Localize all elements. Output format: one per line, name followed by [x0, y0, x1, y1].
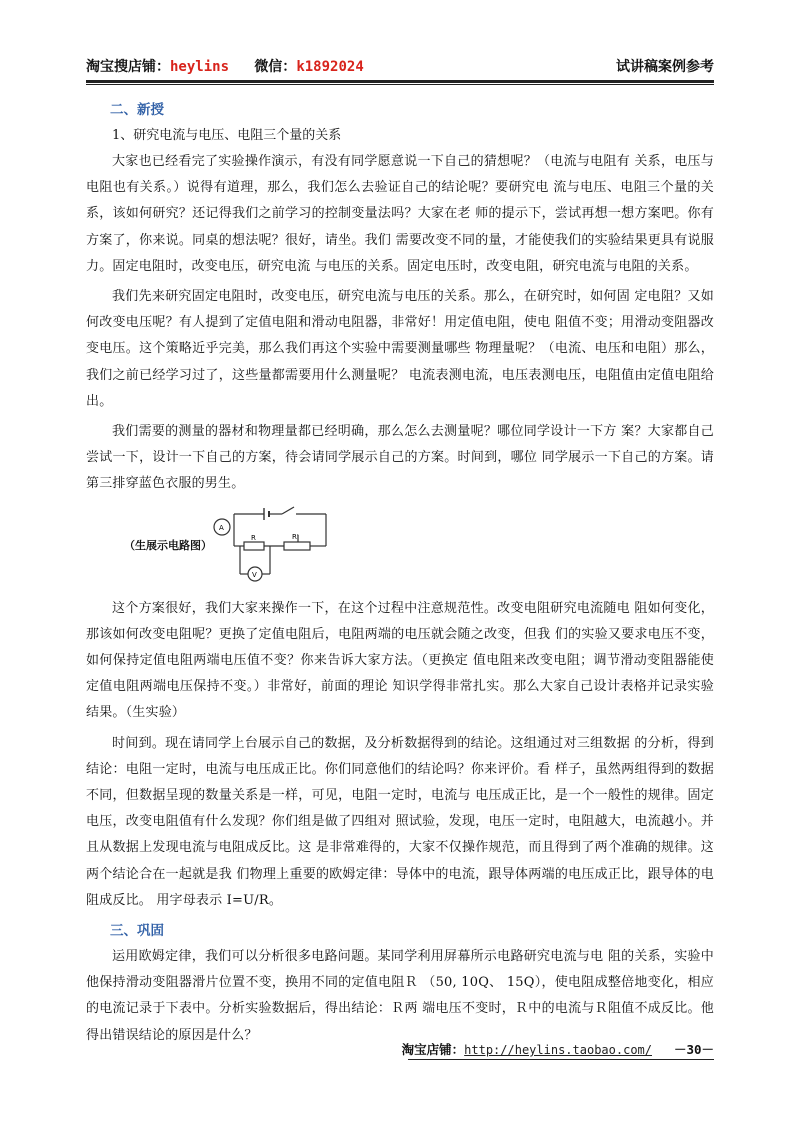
header-wechat-label: 微信： — [254, 59, 297, 75]
paragraph: 运用欧姆定律，我们可以分析很多电路问题。某同学利用屏幕所示电路研究电流与电 阻的关系，实验中他保持滑动变阻器滑片位置不变，换用不同的定值电阻Ｒ （50, 10Q、 15Q），使电阻成整倍地变化，相应的电流记录于下表中。分析实验数据后，得出结论：Ｒ两 端电压不变时，Ｒ中的电流与Ｒ阻值不成反比。他得出错误结论的原因是什么？ — [86, 949, 714, 1043]
footer-shop-link[interactable]: http://heylins.taobao.com/ — [464, 1043, 652, 1057]
paragraph: 我们先来研究固定电阻时，改变电压，研究电流与电压的关系。那么，在研究时，如何固 定电阻？又如何改变电压呢？有人提到了定值电阻和滑动电阻器，非常好！用定值电阻，使电 阻值不变；用滑动变阻器改变电压。这个策略近乎完美，那么我们再这个实验中需要测量哪些 物理量呢？（电流、电压和电阻）那么，我们之前已经学习过了，这些量都需要用什么测量呢？ 电流表测电流，电压表测电压，电阻值由定值电阻给出。 — [86, 289, 714, 409]
page-footer — [86, 1040, 714, 1064]
voltmeter-label: V — [252, 570, 257, 579]
paragraph: 我们需要的测量的器材和物理量都已经明确，那么怎么去测量呢？哪位同学设计一下方 案？大家都自己尝试一下，设计一下自己的方案，待会请同学展示自己的方案。时间到，哪位 同学展示一下自己的方案。请第三排穿蓝色衣服的男生。 — [86, 424, 714, 492]
header-title: 试讲稿案例参考 — [616, 59, 714, 75]
footer-shop — [402, 1040, 652, 1058]
page-number: －30－ — [673, 1042, 714, 1057]
footer-shop-label: 淘宝店铺： — [401, 1042, 465, 1057]
paragraph: 这个方案很好，我们大家来操作一下，在这个过程中注意规范性。改变电阻研究电流随电 阻如何变化，那该如何改变电阻呢？更换了定值电阻后，电阻两端的电压就会随之改变，但我 们的实验又要求电压不变，如何保持定值电阻两端电压值不变？你来告诉大家方法。（更换定 值电阻来改变电阻；调节滑动变阻器能使定值电阻两端电压保持不变。）非常好，前面的理论 知识学得非常扎实。那么大家自己设计表格并记录实验结果。（生实验） — [86, 600, 714, 721]
paragraph: 大家也已经看完了实验操作演示，有没有同学愿意说一下自己的猜想呢？（电流与电阻有 关系，电压与电阻也有关系。）说得有道理，那么，我们怎么去验证自己的结论呢？要研究电 流与电压、电阻三个量的关系，该如何研究？还记得我们之前学习的控制变量法吗？大家在老 师的提示下，尝试再想一想方案吧。你有方案了，你来说。同桌的想法呢？很好，请坐。我们 需要改变不同的量，才能使我们的实验结果更具有说服力。固定电阻时，改变电压，研究电流 与电压的关系。固定电压时，改变电阻，研究电流与电阻的关系。 — [86, 154, 714, 274]
section-subheading: 1、研究电流与电压、电阻三个量的关系 — [112, 128, 342, 143]
header-shop-label: 淘宝搜店铺： — [86, 59, 170, 75]
paragraph: 时间到。现在请同学上台展示自己的数据，及分析数据得到的结论。这组通过对三组数据 的分析，得到结论：电阻一定时，电流与电压成正比。你们同意他们的结论吗？你来评价。看 样子，虽然两组得到的数据不同，但数据呈现的数量关系是一样，可见，电阻一定时，电流与 电压成正比，是一个一般性的规律。固定电压，改变电阻值有什么发现？你们组是做了四组对 照试验，发现，电压一定时，电阻越大，电流越小。并且从数据上发现电流与电阻成反比。这 是非常难得的，大家不仅操作规范，而且得到了两个准确的规律。这两个结论合在一起就是我 们物理上重要的欧姆定律：导体中的电流，跟导体两端的电压成正比，跟导体的电阻成反比。 用字母表示 I=U/R。 — [86, 735, 714, 908]
header-shop-info — [86, 56, 364, 76]
circuit-diagram-figure — [114, 502, 332, 586]
resistor-label: R — [251, 533, 256, 542]
header-wechat-id: k1892024 — [296, 59, 364, 75]
header-divider-thin — [86, 84, 714, 85]
figure-caption: （生展示电路图） — [124, 538, 212, 552]
ammeter-label: A — [219, 523, 224, 532]
page-header — [86, 56, 714, 82]
section-heading-new: 二、新授 — [110, 102, 164, 118]
section-heading-review: 三、巩固 — [110, 923, 164, 940]
rheostat-label: R' — [292, 532, 299, 541]
document-body — [86, 97, 714, 1053]
header-divider — [86, 80, 714, 83]
footer-divider — [408, 1059, 714, 1060]
header-shop-name: heylins — [170, 59, 230, 75]
